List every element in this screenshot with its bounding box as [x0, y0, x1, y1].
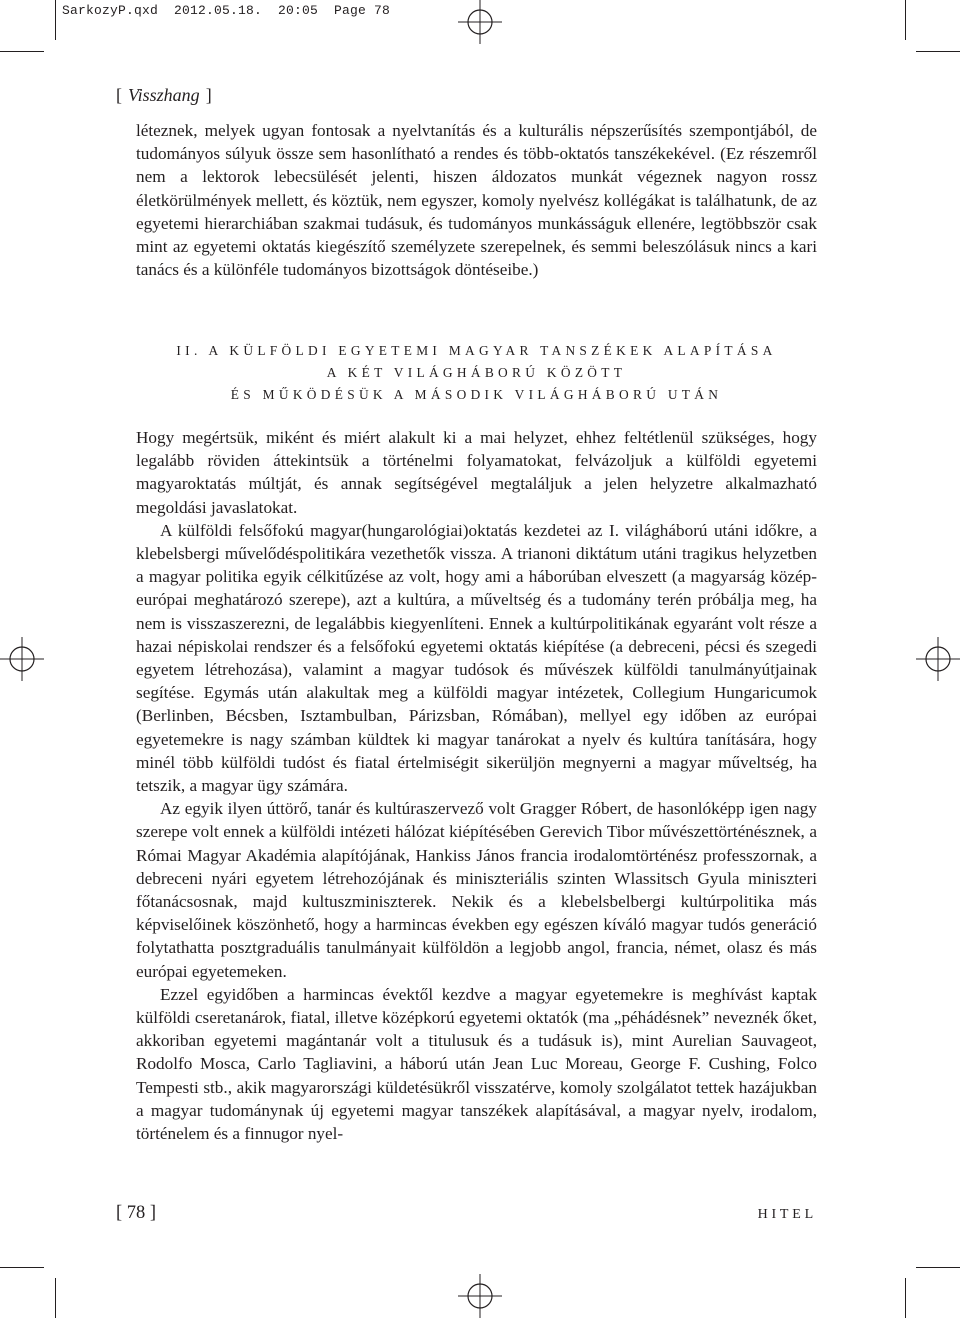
- section-tag-close-bracket: ]: [205, 85, 212, 105]
- chapter-heading-line-3: ÉS MŰKÖDÉSÜK A MÁSODIK VILÁGHÁBORÚ UTÁN: [230, 387, 723, 402]
- slug-line: SarkozyP.qxd 2012.05.18. 20:05 Page 78: [62, 3, 391, 18]
- registration-mark-top-icon: [458, 0, 502, 44]
- crop-mark-bottom-right-h: [916, 1267, 960, 1268]
- body-paragraph-3: Az egyik ilyen úttörő, tanár és kultúraszervező volt Gragger Róbert, de hasonlóképp igen nagy szerepe volt ennek a külföldi intézeti hálózat kiépítésében Gerevich Tibor művészettörténésznek, a Római Magyar Akadémia alapítójának, Hankiss János francia irodalomtörténész professzornak, a debreceni nyári egyetem létrehozójának és miniszteriális szinten Wlassitsch Gyula miniszteri főtanácsosnak, majd kultuszminiszterek. Nekik és a klebelsbelbergi kultúrpolitika más képviselőinek köszönhető, hogy a harmincas években egy egészen kíváló magyar tudós generáció folytathatta posztgraduális tanulmányait külföldön a legjobb angol, francia, német, olasz és más európai egyetemeken.: [136, 799, 817, 981]
- registration-mark-bottom-icon: [458, 1274, 502, 1318]
- page-number-open-bracket: [: [116, 1203, 123, 1223]
- body-paragraph-1: Hogy megértsük, miként és miért alakult ki a mai helyzet, ehhez feltétlenül szükséges, hogy legalább röviden áttekintsük a történelmi folyamatokat, felvázoljuk a külföldi egyetemi magyaroktatás múltját, és annak segítségével megtaláljuk a jelen helyzetre alkalmazható megoldási javaslatokat.: [136, 428, 817, 517]
- body-paragraph-2: A külföldi felsőfokú magyar(hungarológiai)oktatás kezdetei az I. világháború utáni időkre, a klebelsbergi művelődéspolitikára vezethetők vissza. A trianoni diktátum utáni tragikus helyzetben a magyar politika egyik célkitűzése az volt, hogy ami a háborúban elveszett (a magyarság közép-európai meghatározó szerepe), azt a kultúra, a műveltség és a tudomány terén próbálja meg, ha nem is visszaszerezni, de legalábbis kiegyenlíteni. Ennek a kultúrpolitikának egyaránt volt része a hazai népiskolai rendszer és a felsőfokú egyetemi oktatás kiépítése (a debreceni, pécsi és szegedi egyetem létrehozása), valamint a magyar tudósok és művészek külföldi tanulmányútjainak segítése. Egymás után alakultak meg a külföldi magyar intézetek, Collegium Hungaricumok (Berlinben, Bécsben, Isztambulban, Párizsban, Rómában), mellyel egy időben az európai egyetemekre is nagy számban küldtek ki magyar tanárokat a nyelv és kultúra tanítására, hogy minél több külföldi tudóst és fiatal értelmiségit sikerüljön megnyerni a magyar műveltség, ha tetszik, a magyar ügy számára.: [136, 520, 817, 796]
- registration-mark-right-icon: [916, 637, 960, 681]
- page-number: [116, 1203, 156, 1224]
- crop-mark-top-left: [55, 0, 56, 40]
- main-text-block: [136, 426, 817, 1145]
- crop-mark-top-right-h: [916, 51, 960, 52]
- intro-text-block: [136, 119, 817, 281]
- crop-mark-bottom-left-h: [0, 1267, 44, 1268]
- intro-paragraph: léteznek, melyek ugyan fontosak a nyelvtanítás és a kulturális népszerűsítés szempontjából, de tudományos súlyuk össze sem hasonlítható a rendes és több-oktatós tanszékekével. (Ez részemről nem a lektorok lebecsülését jelenti, hiszen áldozatos munkát végeznek nagyon rossz életkörülmények mellett, és köztük, nem egyszer, komoly nyelvész kollégákat is találhatunk, de az egyetemi hierarchiában szakmai tudásuk, és tudományos munkásságuk ellenére, legtöbbször csak mint az egyetemi oktatás kiegészítő személyzete szerepelnek, és semmi beleszólásuk nincs a kari tanács és a különféle tudományos bizottságok döntéseibe.): [136, 121, 817, 280]
- crop-mark-top-right: [905, 0, 906, 40]
- chapter-heading-line-1: II. A KÜLFÖLDI EGYETEMI MAGYAR TANSZÉKEK ALAPÍTÁSA: [176, 343, 777, 358]
- crop-mark-bottom-left: [55, 1278, 56, 1318]
- page-number-close-bracket: ]: [149, 1203, 157, 1223]
- chapter-heading-line-2: A KÉT VILÁGHÁBORÚ KÖZÖTT: [326, 365, 627, 380]
- registration-mark-left-icon: [0, 637, 44, 681]
- section-tag-label: Visszhang: [128, 85, 200, 105]
- journal-name: HITEL: [757, 1207, 817, 1222]
- chapter-heading: [136, 340, 817, 406]
- section-tag: [116, 85, 212, 106]
- body-paragraph-4: Ezzel egyidőben a harmincas évektől kezdve a magyar egyetemekre is meghívást kaptak külföldi cseretanárok, fiatal, illetve középkorú egyetemi oktatók (ma „péhádésnek” neveznék őket, akkoriban egyetemi magántanár volt a titulusuk és a tudásuk is), mint Aurelian Sauvageot, Rodolfo Mosca, Carlo Tagliavini, a háború után Jean Luc Moreau, George F. Cushing, Folco Tempesti stb., akik magyarországi küldetésükről visszatérve, komoly szolgálatot tettek hazájukban a magyar tudománynak új egyetemi magyar tanszékek alapításával, a magyar nyelv, irodalom, történelem és a finnugor nyel-: [136, 984, 817, 1144]
- section-tag-open-bracket: [: [116, 85, 122, 105]
- page-number-value: 78: [126, 1203, 146, 1223]
- crop-mark-top-left-h: [0, 51, 44, 52]
- crop-mark-bottom-right: [905, 1278, 906, 1318]
